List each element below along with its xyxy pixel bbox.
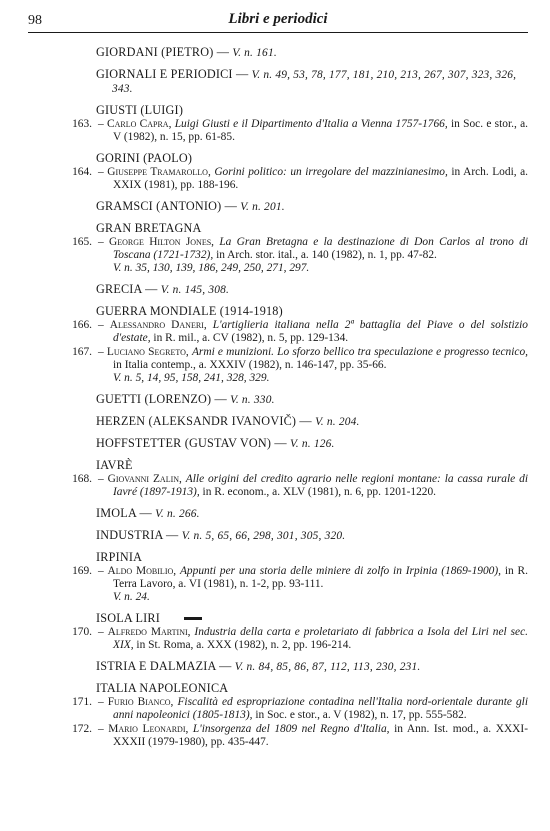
entry-dash: – (98, 166, 108, 178)
subject-crossref (96, 283, 528, 297)
entry-number: 165. (72, 236, 92, 248)
entry-crossref: V. n. 35, 130, 139, 186, 249, 250, 271, 297. (113, 262, 310, 274)
bibliography-entry (28, 118, 528, 144)
entry-source: in R. econom., a. XLV (1981), n. 6, pp. 1201-1220. (202, 486, 437, 498)
entry-dash: – (98, 319, 110, 331)
crossref-dash: — (211, 392, 231, 406)
entry-source: in St. Roma, a. XXX (1982), n. 2, pp. 196-214. (136, 639, 352, 651)
bibliography-entry (28, 346, 528, 372)
bibliography-entry (28, 626, 528, 652)
crossref-dash: — (296, 414, 316, 428)
crossref-refs: V. n. 84, 85, 86, 87, 112, 113, 230, 231. (234, 661, 421, 673)
subject-crossref (96, 507, 528, 521)
subject-heading: ISOLA LIRI (96, 611, 160, 625)
subject-crossref (96, 660, 528, 674)
bibliography-entry (28, 166, 528, 192)
bibliography-entry (28, 696, 528, 722)
entry-number: 168. (72, 473, 92, 485)
ink-mark (184, 617, 202, 620)
entry-source: in Italia contemp., a. XXXIV (1982), n. 146-147, pp. 35-66. (113, 359, 387, 371)
entry-number: 167. (72, 346, 92, 358)
bibliography-entry (28, 236, 528, 262)
entry-author: Luciano Segreto, (106, 346, 189, 358)
subject-heading: INDUSTRIA (96, 528, 163, 542)
entry-title: Appunti per una storia delle miniere di zolfo in Irpinia (1869-1900), (179, 565, 502, 577)
entry-dash: – (98, 626, 108, 638)
entry-source: in Soc. e stor., a. V (1982), n. 17, pp. 555-582. (255, 709, 467, 721)
subject-crossref (96, 415, 528, 429)
entry-title: Luigi Giusti e il Dipartimento d'Italia a Vienna 1757-1766, (174, 118, 448, 130)
crossref-dash: — (232, 67, 252, 81)
entry-author: George Hilton Jones, (109, 236, 214, 248)
crossref-refs: V. n. 126. (290, 438, 335, 450)
subject-heading: GIUSTI (LUIGI) (96, 103, 184, 117)
crossref-refs: V. n. 161. (232, 47, 277, 59)
entry-crossref: V. n. 5, 14, 95, 158, 241, 328, 329. (113, 372, 270, 384)
subject-crossref (96, 393, 528, 407)
entry-number: 164. (72, 166, 92, 178)
entry-source: in Arch. stor. ital., a. 140 (1982), n. 1, pp. 47-82. (216, 249, 437, 261)
entry-author: Carlo Capra, (106, 118, 172, 130)
subject-heading: GIORDANI (PIETRO) (96, 45, 214, 59)
entry-dash: – (98, 723, 109, 735)
entry-dash: – (98, 236, 109, 248)
entry-author: Aldo Mobilio, (107, 565, 177, 577)
crossref-dash: — (213, 45, 233, 59)
entry-title: La Gran Bretagna e la destinazione di Don Carlos al trono di Toscana (1721-1732), (113, 236, 528, 261)
entry-author: Mario Leonardi, (108, 723, 189, 735)
entry-title: L'artiglieria italiana nella 2ª battaglia del Piave o del solstizio d'estate, (113, 319, 528, 344)
bibliography-entry (28, 723, 528, 749)
entry-dash: – (98, 118, 107, 130)
entry-dash: – (98, 565, 108, 577)
subject-heading: GORINI (PAOLO) (96, 151, 193, 165)
crossref-refs: V. n. 49, 53, 78, 177, 181, 210, 213, 267, 307, 323, 326, 343. (112, 69, 517, 95)
bibliography-entry (28, 473, 528, 499)
entry-crossref: V. n. 24. (113, 591, 150, 603)
crossref-refs: V. n. 5, 65, 66, 298, 301, 305, 320. (181, 530, 346, 542)
subject-heading: IMOLA (96, 506, 137, 520)
crossref-dash: — (141, 282, 161, 296)
entry-title: Armi e munizioni. Lo sforzo bellico tra speculazione e progresso tecnico, (191, 346, 528, 358)
entry-author: Giovanni Zalin, (107, 473, 182, 485)
subject-heading: IAVRÈ (96, 458, 133, 472)
crossref-refs: V. n. 204. (315, 416, 360, 428)
entry-title: L'insorgenza del 1809 nel Regno d'Italia, (192, 723, 390, 735)
subject-heading-line (96, 305, 528, 318)
crossref-refs: V. n. 145, 308. (160, 284, 230, 296)
subject-crossref (96, 68, 528, 96)
crossref-dash: — (221, 199, 241, 213)
subject-crossref (96, 529, 528, 543)
subject-heading: GRAN BRETAGNA (96, 221, 202, 235)
entry-title: Alle origini del credito agrario nelle regioni montane: la cassa rurale di Iavré (1897-1913), (113, 473, 528, 498)
crossref-dash: — (215, 659, 235, 673)
header-rule (28, 32, 528, 33)
entry-source: in R. mil., a. CV (1982), n. 5, pp. 129-134. (153, 332, 349, 344)
page-header (28, 12, 528, 34)
subject-heading: GIORNALI E PERIODICI (96, 67, 233, 81)
subject-heading-line (96, 612, 528, 625)
subject-heading: GUERRA MONDIALE (1914-1918) (96, 304, 283, 318)
subject-heading-line (96, 152, 528, 165)
subject-heading: GRAMSCI (ANTONIO) (96, 199, 222, 213)
crossref-dash: — (136, 506, 156, 520)
subject-heading-line (96, 222, 528, 235)
bibliography-list (28, 46, 528, 749)
entry-source: in R. Terra Lavoro, a. VI (1981), n. 1-2, pp. 93-111. (113, 565, 528, 590)
subject-heading-line (96, 682, 528, 695)
entry-title: Industria della carta e proletariato di fabbrica a Isola del Liri nel sec. XIX, (113, 626, 528, 651)
entry-dash: – (98, 696, 108, 708)
subject-crossref (96, 437, 528, 451)
entry-number: 166. (72, 319, 92, 331)
subject-heading: IRPINIA (96, 550, 143, 564)
bibliography-entry (28, 565, 528, 591)
page-number: 98 (28, 13, 42, 28)
entry-author: Giuseppe Tramarollo, (107, 166, 211, 178)
subject-heading: GUETTI (LORENZO) (96, 392, 212, 406)
entry-source: in Soc. e stor., a. V (1982), n. 15, pp. 61-85. (113, 118, 528, 143)
entry-number: 171. (72, 696, 92, 708)
entry-title: Fiscalità ed espropriazione contadina nell'Italia nord-orientale durante gli anni napoleonici (1805-1813), (113, 696, 529, 721)
subject-heading-line (96, 551, 528, 564)
subject-crossref (96, 200, 528, 214)
subject-heading-line (96, 104, 528, 117)
subject-crossref (96, 46, 528, 60)
subject-heading: ISTRIA E DALMAZIA (96, 659, 216, 673)
entry-dash: – (98, 473, 108, 485)
crossref-refs: V. n. 201. (240, 201, 285, 213)
entry-dash: – (98, 346, 107, 358)
bibliography-entry (28, 319, 528, 345)
crossref-dash: — (162, 528, 182, 542)
entry-number: 169. (72, 565, 92, 577)
entry-author: Alessandro Daneri, (109, 319, 207, 331)
entry-source: in Arch. Lodi, a. XXIX (1981), pp. 188-196. (113, 166, 529, 191)
running-title: Libri e periodici (228, 11, 328, 27)
subject-heading: HOFFSTETTER (GUSTAV VON) (96, 436, 272, 450)
entry-author: Alfredo Martini, (107, 626, 191, 638)
crossref-refs: V. n. 266. (155, 508, 200, 520)
subject-heading-line (96, 459, 528, 472)
subject-heading: HERZEN (ALEKSANDR IVANOVIČ) (96, 414, 297, 428)
entry-number: 163. (72, 118, 92, 130)
subject-heading: ITALIA NAPOLEONICA (96, 681, 229, 695)
subject-heading: GRECIA (96, 282, 142, 296)
entry-number: 172. (72, 723, 92, 735)
entry-number: 170. (72, 626, 92, 638)
entry-source: in Ann. Ist. mod., a. XXXI-XXXII (1979-1980), pp. 435-447. (113, 723, 528, 748)
crossref-refs: V. n. 330. (230, 394, 275, 406)
crossref-dash: — (271, 436, 291, 450)
entry-title: Gorini politico: un irregolare del mazzinianesimo, (214, 166, 448, 178)
entry-author: Furio Bianco, (107, 696, 174, 708)
